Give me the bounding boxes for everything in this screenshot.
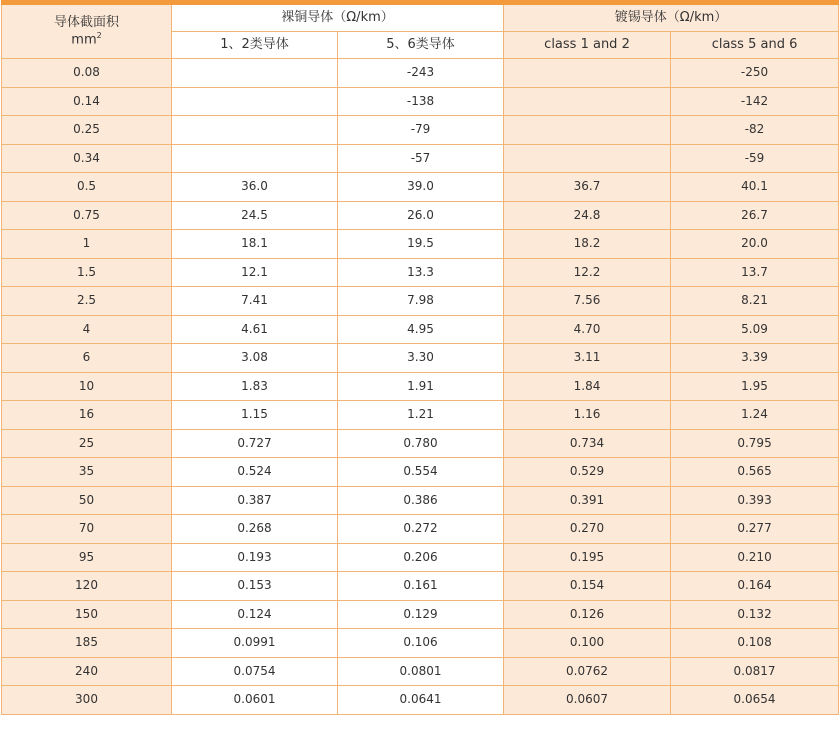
- cell-bare-class-5-6: 0.780: [338, 429, 504, 458]
- table-row: [2, 543, 839, 572]
- table-row: [2, 429, 839, 458]
- cell-bare-class-5-6: 19.5: [338, 230, 504, 259]
- cell-bare-class-5-6: 0.386: [338, 486, 504, 515]
- cell-tinned-class-5-6: 0.210: [671, 543, 839, 572]
- cell-cross-section: 1.5: [2, 258, 172, 287]
- cell-cross-section: 16: [2, 401, 172, 430]
- cell-tinned-class-5-6: 13.7: [671, 258, 839, 287]
- cell-bare-class-5-6: 0.554: [338, 458, 504, 487]
- cell-bare-class-1-2: 18.1: [172, 230, 338, 259]
- header-tinned-group: 镀锡导体（Ω/km）: [504, 3, 839, 32]
- cell-bare-class-5-6: -57: [338, 144, 504, 173]
- cell-tinned-class-5-6: 0.0654: [671, 686, 839, 715]
- cell-bare-class-1-2: 1.83: [172, 372, 338, 401]
- cell-tinned-class-1-2: 12.2: [504, 258, 671, 287]
- table-row: [2, 572, 839, 601]
- cell-tinned-class-5-6: 0.795: [671, 429, 839, 458]
- table-header: [2, 3, 839, 59]
- cell-tinned-class-5-6: -250: [671, 59, 839, 88]
- table-row: [2, 629, 839, 658]
- table-row: [2, 401, 839, 430]
- table-row: [2, 458, 839, 487]
- cell-tinned-class-1-2: 0.126: [504, 600, 671, 629]
- cell-bare-class-5-6: 1.21: [338, 401, 504, 430]
- cell-bare-class-5-6: 7.98: [338, 287, 504, 316]
- cell-bare-class-5-6: 0.106: [338, 629, 504, 658]
- cell-bare-class-5-6: 0.272: [338, 515, 504, 544]
- conductor-resistance-table: [1, 0, 839, 715]
- cell-tinned-class-5-6: 0.277: [671, 515, 839, 544]
- table-row: [2, 515, 839, 544]
- cell-cross-section: 2.5: [2, 287, 172, 316]
- cell-tinned-class-5-6: 0.0817: [671, 657, 839, 686]
- header-cross-section-area: [2, 3, 172, 59]
- cell-bare-class-1-2: 1.15: [172, 401, 338, 430]
- table-row: [2, 372, 839, 401]
- cell-bare-class-1-2: 0.153: [172, 572, 338, 601]
- cell-cross-section: 0.14: [2, 87, 172, 116]
- cell-tinned-class-5-6: 1.95: [671, 372, 839, 401]
- header-bare-copper-group: 裸铜导体（Ω/km）: [172, 3, 504, 32]
- cell-cross-section: 70: [2, 515, 172, 544]
- cell-tinned-class-1-2: [504, 144, 671, 173]
- cell-bare-class-1-2: [172, 116, 338, 145]
- cell-tinned-class-1-2: 0.100: [504, 629, 671, 658]
- cell-bare-class-5-6: 1.91: [338, 372, 504, 401]
- cell-bare-class-1-2: 4.61: [172, 315, 338, 344]
- cell-tinned-class-1-2: 24.8: [504, 201, 671, 230]
- cell-bare-class-5-6: 0.0641: [338, 686, 504, 715]
- cell-bare-class-1-2: 12.1: [172, 258, 338, 287]
- cell-bare-class-1-2: 0.268: [172, 515, 338, 544]
- cell-bare-class-1-2: 0.0991: [172, 629, 338, 658]
- cell-bare-class-5-6: 0.129: [338, 600, 504, 629]
- header-row-groups: [2, 3, 839, 32]
- cell-tinned-class-1-2: 0.195: [504, 543, 671, 572]
- cell-cross-section: 120: [2, 572, 172, 601]
- cell-cross-section: 240: [2, 657, 172, 686]
- cell-bare-class-5-6: 26.0: [338, 201, 504, 230]
- cell-tinned-class-5-6: 1.24: [671, 401, 839, 430]
- cell-bare-class-1-2: [172, 59, 338, 88]
- cell-bare-class-1-2: 3.08: [172, 344, 338, 373]
- table-row: [2, 59, 839, 88]
- cell-tinned-class-1-2: 3.11: [504, 344, 671, 373]
- table-row: [2, 116, 839, 145]
- cell-cross-section: 185: [2, 629, 172, 658]
- cell-tinned-class-5-6: -59: [671, 144, 839, 173]
- table-row: [2, 486, 839, 515]
- table-row: [2, 600, 839, 629]
- cell-tinned-class-1-2: 1.84: [504, 372, 671, 401]
- table-row: [2, 287, 839, 316]
- cell-bare-class-1-2: [172, 144, 338, 173]
- cell-bare-class-1-2: 0.0601: [172, 686, 338, 715]
- cell-bare-class-1-2: 0.124: [172, 600, 338, 629]
- header-area-label: 导体截面积: [53, 14, 119, 30]
- header-bare-class-5-6: 5、6类导体: [338, 32, 504, 59]
- cell-tinned-class-1-2: 18.2: [504, 230, 671, 259]
- cell-bare-class-1-2: 36.0: [172, 173, 338, 202]
- cell-tinned-class-1-2: 0.734: [504, 429, 671, 458]
- cell-bare-class-5-6: 0.206: [338, 543, 504, 572]
- cell-tinned-class-1-2: [504, 59, 671, 88]
- cell-bare-class-5-6: 3.30: [338, 344, 504, 373]
- cell-tinned-class-1-2: [504, 87, 671, 116]
- cell-tinned-class-5-6: 0.393: [671, 486, 839, 515]
- cell-cross-section: 0.25: [2, 116, 172, 145]
- cell-bare-class-1-2: 0.193: [172, 543, 338, 572]
- cell-bare-class-5-6: 0.161: [338, 572, 504, 601]
- cell-tinned-class-1-2: 1.16: [504, 401, 671, 430]
- cell-tinned-class-5-6: 40.1: [671, 173, 839, 202]
- table-row: [2, 657, 839, 686]
- cell-bare-class-1-2: 0.387: [172, 486, 338, 515]
- cell-tinned-class-1-2: 0.154: [504, 572, 671, 601]
- table-row: [2, 686, 839, 715]
- cell-bare-class-1-2: 0.727: [172, 429, 338, 458]
- cell-bare-class-5-6: -243: [338, 59, 504, 88]
- header-area-unit-sup: 2: [96, 31, 102, 41]
- cell-tinned-class-1-2: 0.0762: [504, 657, 671, 686]
- cell-tinned-class-5-6: 26.7: [671, 201, 839, 230]
- cell-cross-section: 35: [2, 458, 172, 487]
- cell-bare-class-1-2: 0.0754: [172, 657, 338, 686]
- cell-cross-section: 150: [2, 600, 172, 629]
- header-tinned-class-1-2: class 1 and 2: [504, 32, 671, 59]
- cell-bare-class-5-6: -79: [338, 116, 504, 145]
- cell-cross-section: 4: [2, 315, 172, 344]
- cell-bare-class-5-6: 13.3: [338, 258, 504, 287]
- table-row: [2, 315, 839, 344]
- table-row: [2, 144, 839, 173]
- cell-cross-section: 95: [2, 543, 172, 572]
- cell-tinned-class-5-6: 5.09: [671, 315, 839, 344]
- cell-tinned-class-5-6: 0.108: [671, 629, 839, 658]
- cell-cross-section: 300: [2, 686, 172, 715]
- cell-tinned-class-1-2: [504, 116, 671, 145]
- cell-tinned-class-1-2: 4.70: [504, 315, 671, 344]
- table-row: [2, 87, 839, 116]
- table-row: [2, 258, 839, 287]
- cell-cross-section: 1: [2, 230, 172, 259]
- cell-bare-class-1-2: 7.41: [172, 287, 338, 316]
- cell-tinned-class-5-6: -142: [671, 87, 839, 116]
- cell-tinned-class-1-2: 0.529: [504, 458, 671, 487]
- cell-tinned-class-5-6: 3.39: [671, 344, 839, 373]
- header-area-unit: mm: [71, 32, 97, 48]
- cell-tinned-class-1-2: 0.391: [504, 486, 671, 515]
- table-row: [2, 173, 839, 202]
- cell-cross-section: 0.08: [2, 59, 172, 88]
- cell-bare-class-5-6: 4.95: [338, 315, 504, 344]
- cell-tinned-class-1-2: 7.56: [504, 287, 671, 316]
- table-row: [2, 230, 839, 259]
- cell-bare-class-5-6: 39.0: [338, 173, 504, 202]
- cell-tinned-class-5-6: 20.0: [671, 230, 839, 259]
- cell-bare-class-1-2: 24.5: [172, 201, 338, 230]
- cell-tinned-class-1-2: 0.270: [504, 515, 671, 544]
- cell-tinned-class-5-6: 0.164: [671, 572, 839, 601]
- cell-cross-section: 0.75: [2, 201, 172, 230]
- cell-cross-section: 6: [2, 344, 172, 373]
- cell-tinned-class-5-6: 0.132: [671, 600, 839, 629]
- cell-cross-section: 10: [2, 372, 172, 401]
- table-row: [2, 344, 839, 373]
- cell-cross-section: 50: [2, 486, 172, 515]
- cell-cross-section: 25: [2, 429, 172, 458]
- table-row: [2, 201, 839, 230]
- cell-tinned-class-5-6: -82: [671, 116, 839, 145]
- cell-bare-class-1-2: 0.524: [172, 458, 338, 487]
- table-body: [2, 59, 839, 715]
- header-tinned-class-5-6: class 5 and 6: [671, 32, 839, 59]
- header-bare-class-1-2: 1、2类导体: [172, 32, 338, 59]
- cell-tinned-class-5-6: 8.21: [671, 287, 839, 316]
- cell-bare-class-1-2: [172, 87, 338, 116]
- cell-tinned-class-5-6: 0.565: [671, 458, 839, 487]
- cell-bare-class-5-6: -138: [338, 87, 504, 116]
- cell-tinned-class-1-2: 36.7: [504, 173, 671, 202]
- cell-cross-section: 0.34: [2, 144, 172, 173]
- cell-bare-class-5-6: 0.0801: [338, 657, 504, 686]
- cell-cross-section: 0.5: [2, 173, 172, 202]
- cell-tinned-class-1-2: 0.0607: [504, 686, 671, 715]
